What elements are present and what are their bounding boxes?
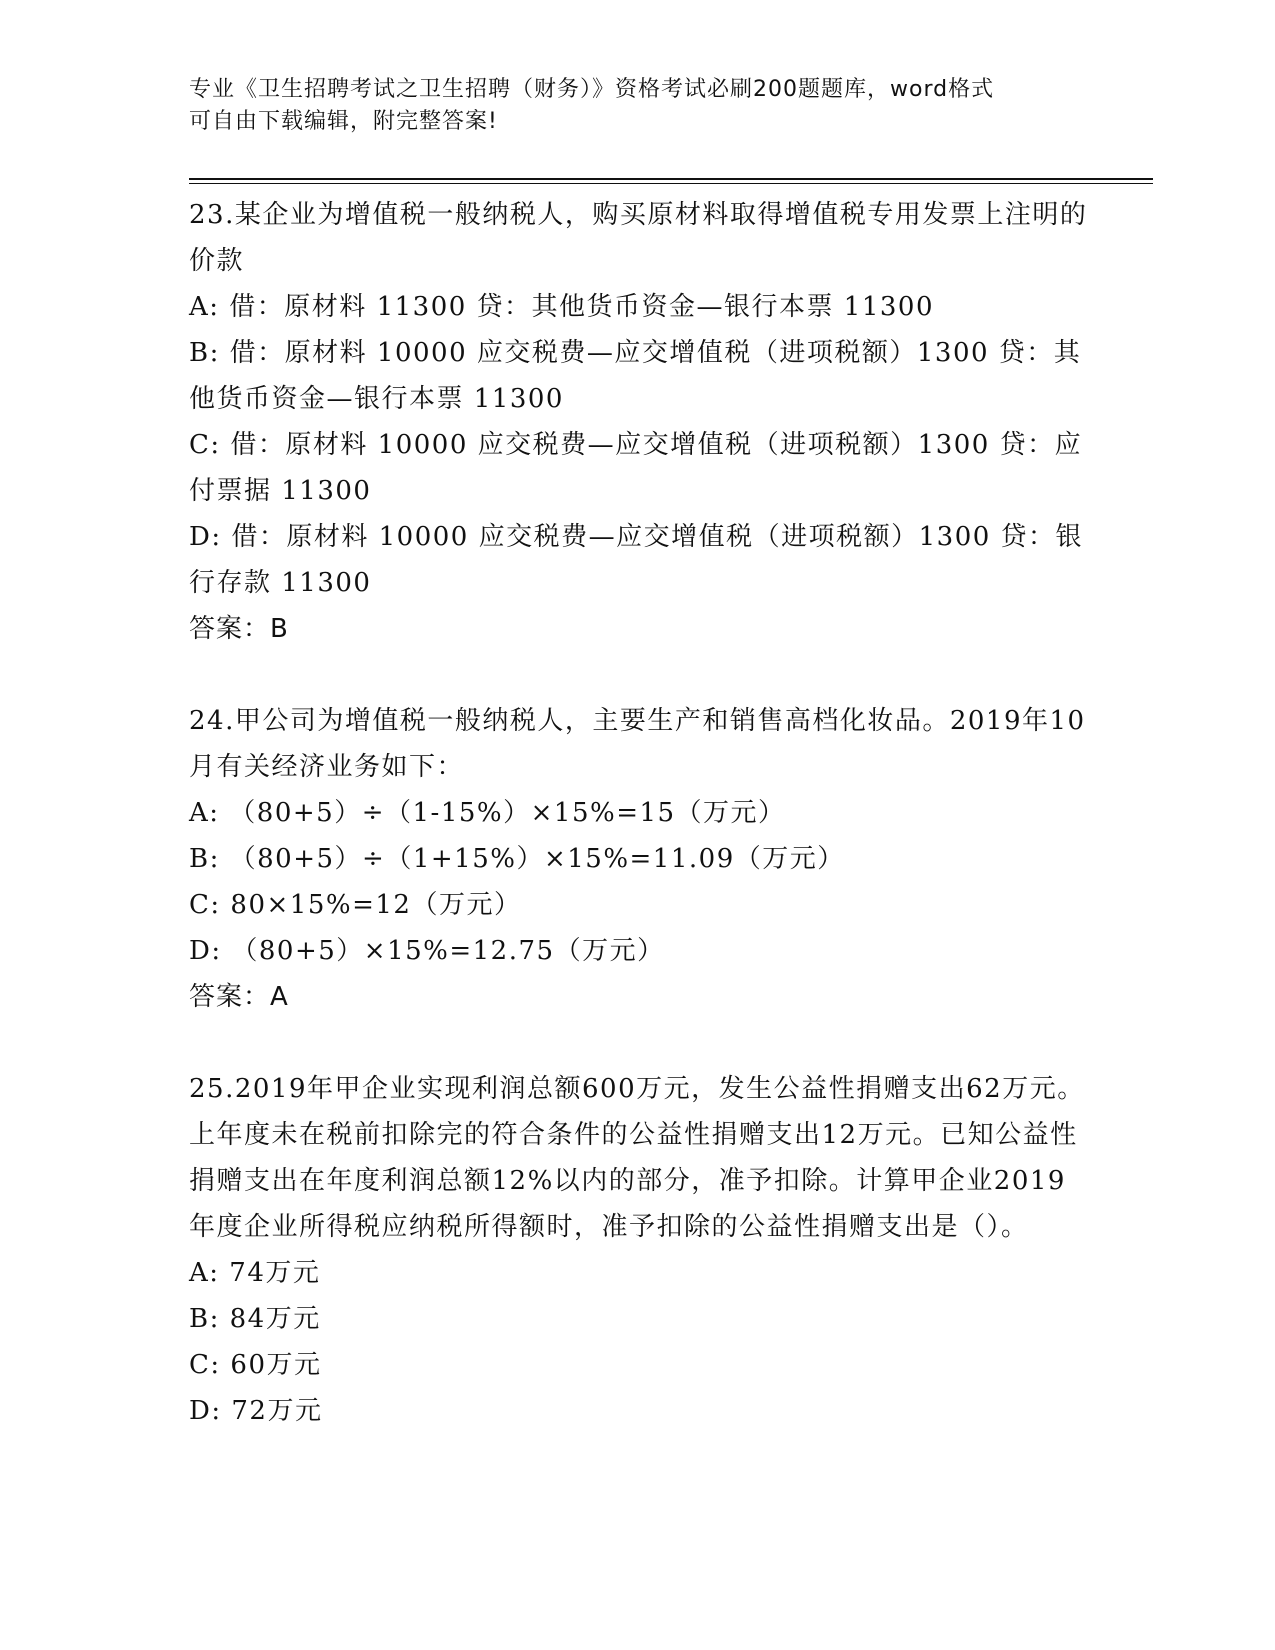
option-c: C: 借：原材料 10000 应交税费—应交增值税（进项税额）1300 贷：应付票据 11300: [189, 430, 1083, 506]
question-24: [189, 698, 1089, 1020]
option-c: C: 80×15%=12（万元）: [189, 890, 522, 920]
option-a: A: 74万元: [189, 1258, 321, 1288]
document-header: [189, 74, 1089, 138]
option-d: D: 借：原材料 10000 应交税费—应交增值税（进项税额）1300 贷：银行存款 11300: [189, 522, 1084, 598]
option-d: D: 72万元: [189, 1396, 323, 1426]
answer-label: 答案：A: [189, 982, 289, 1012]
header-line-1: 专业《卫生招聘考试之卫生招聘（财务）》资格考试必刷200题题库，word格式: [189, 77, 995, 102]
question-23: [189, 192, 1089, 652]
header-divider-thick: [189, 178, 1153, 180]
question-25: [189, 1066, 1089, 1434]
option-c: C: 60万元: [189, 1350, 322, 1380]
question-list: [189, 192, 1089, 1480]
question-stem: 25.2019年甲企业实现利润总额600万元，发生公益性捐赠支出62万元。上年度未在税前扣除完的符合条件的公益性捐赠支出12万元。已知公益性捐赠支出在年度利润总额12%以内的部分，准予扣除。计算甲企业2019年度企业所得税应纳税所得额时，准予扣除的公益性捐赠支出是（）。: [189, 1074, 1085, 1242]
option-d: D: （80+5）×15%=12.75（万元）: [189, 936, 665, 966]
option-b: B: 借：原材料 10000 应交税费—应交增值税（进项税额）1300 贷：其他货币资金—银行本票 11300: [189, 338, 1082, 414]
question-stem: 24.甲公司为增值税一般纳税人，主要生产和销售高档化妆品。2019年10月有关经济业务如下：: [189, 706, 1086, 782]
option-a: A: （80+5）÷（1-15%）×15%=15（万元）: [189, 798, 786, 828]
header-line-2: 可自由下载编辑，附完整答案!: [189, 109, 498, 134]
answer-label: 答案：B: [189, 614, 289, 644]
option-a: A: 借：原材料 11300 贷：其他货币资金—银行本票 11300: [189, 292, 935, 322]
header-divider-thin: [189, 183, 1153, 184]
option-b: B: （80+5）÷（1+15%）×15%=11.09（万元）: [189, 844, 845, 874]
option-b: B: 84万元: [189, 1304, 321, 1334]
question-stem: 23.某企业为增值税一般纳税人，购买原材料取得增值税专用发票上注明的价款: [189, 200, 1088, 276]
